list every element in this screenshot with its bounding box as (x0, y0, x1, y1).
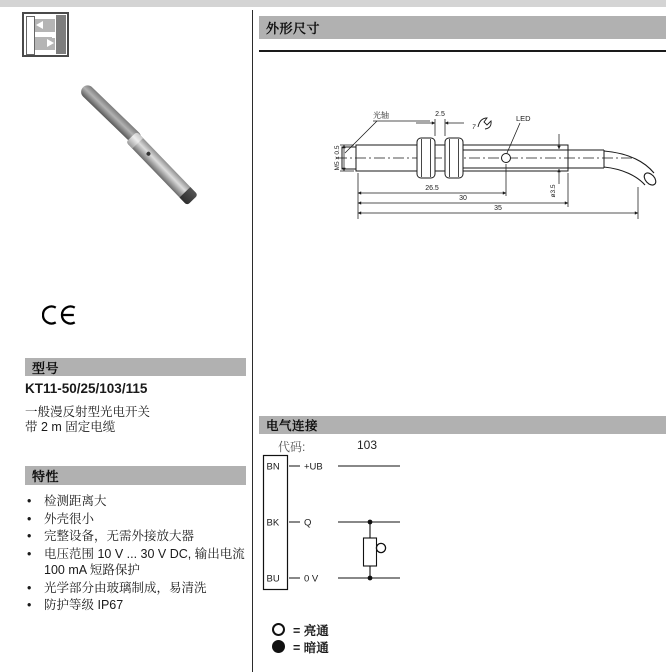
photo-sensor-body (126, 132, 198, 206)
dim-26-5-value: 26.5 (425, 185, 439, 192)
bullet: • (27, 598, 32, 612)
led-leader (507, 123, 520, 153)
feature-text: 外壳很小 (44, 511, 95, 526)
terminal-wire-bn: BN (266, 461, 280, 473)
legend-light-on-text: = 亮通 (293, 623, 329, 638)
feature-item (27, 511, 245, 528)
dark-on-symbol (272, 640, 285, 653)
features-section-header (25, 466, 246, 485)
nut-gap-dimension (416, 119, 464, 136)
diffuse-sensor-symbol-icon (22, 12, 69, 57)
column-divider (252, 10, 253, 672)
dim-35-value: 35 (494, 205, 502, 212)
code-label: 代码: (278, 440, 306, 454)
model-number: KT11-50/25/103/115 (25, 381, 148, 396)
product-photo (60, 75, 230, 225)
drawing-cable (604, 151, 658, 187)
icon-reflected-beam (35, 37, 55, 50)
output-legend (272, 621, 329, 655)
page-top-strip (0, 0, 666, 7)
dimension-drawing (332, 96, 666, 236)
bullet: • (27, 529, 32, 543)
electrical-section-header (259, 416, 666, 434)
dimensions-header-label: 外形尺寸 (266, 21, 321, 36)
bullet: • (27, 494, 32, 508)
cable-diameter-value: ø3.5 (550, 184, 557, 198)
icon-target-bar (26, 16, 35, 55)
model-description-line2: 带 2 m 固定电缆 (25, 420, 116, 434)
terminal-signal-q: Q (304, 517, 312, 529)
light-on-output-symbol (376, 543, 385, 552)
nut-gap-value: 2.5 (435, 111, 445, 118)
legend-dark-on-text: = 暗通 (293, 640, 329, 655)
feature-item (27, 546, 245, 579)
led-label: LED (516, 114, 531, 123)
features-header-label: 特性 (32, 469, 60, 484)
terminal-signal-ub: +UB (304, 461, 323, 473)
feature-text: 电压范围 10 V ... 30 V DC, 输出电流 100 mA 短路保护 (44, 546, 245, 577)
feature-item (27, 493, 245, 510)
legend-dark-on (272, 638, 329, 655)
junction-dot (368, 576, 373, 581)
feature-text: 防护等级 IP67 (44, 598, 124, 612)
bullet: • (27, 580, 32, 595)
wire-stubs (289, 466, 300, 578)
model-section-header (25, 358, 246, 376)
icon-sensor-bar (56, 15, 66, 54)
drawing-led-circle (502, 154, 511, 163)
terminal-wire-bu: BU (266, 573, 280, 585)
terminal-wire-bk: BK (266, 517, 280, 529)
thread-label: M5 x 0.5 (334, 145, 341, 171)
model-header-label: 型号 (32, 360, 60, 376)
feature-text: 光学部分由玻璃制成，易清洗 (44, 580, 207, 595)
wrench-icon (478, 118, 491, 129)
photo-led-hole (146, 151, 152, 157)
ce-mark-icon (42, 303, 80, 327)
bullet: • (27, 546, 32, 561)
icon-notch (52, 32, 56, 38)
dimensions-section-header (259, 16, 666, 39)
electrical-header-label: 电气连接 (266, 419, 319, 433)
junction-dot (368, 520, 373, 525)
wiring-diagram (260, 450, 410, 598)
feature-item (27, 580, 245, 597)
cable-diameter-dimension (552, 134, 572, 184)
wrench-size-value: 7 (472, 124, 476, 131)
icon-emitted-beam (35, 19, 55, 32)
feature-item (27, 597, 245, 614)
light-on-symbol (272, 623, 285, 636)
terminal-signal-0v: 0 V (304, 573, 319, 585)
bullet: • (27, 511, 32, 526)
feature-text: 检测距离大 (44, 494, 107, 508)
dim-30-value: 30 (459, 195, 467, 202)
optical-axis-label: 光轴 (373, 111, 389, 120)
feature-item (27, 528, 245, 545)
dimensions-rule (259, 50, 666, 52)
legend-light-on (272, 621, 329, 638)
code-value: 103 (357, 438, 378, 452)
model-description-line1: 一般漫反射型光电开关 (25, 405, 151, 419)
features-list (27, 493, 245, 615)
photo-sensor-tip (180, 187, 198, 205)
feature-text: 完整设备，无需外接放大器 (44, 529, 195, 543)
